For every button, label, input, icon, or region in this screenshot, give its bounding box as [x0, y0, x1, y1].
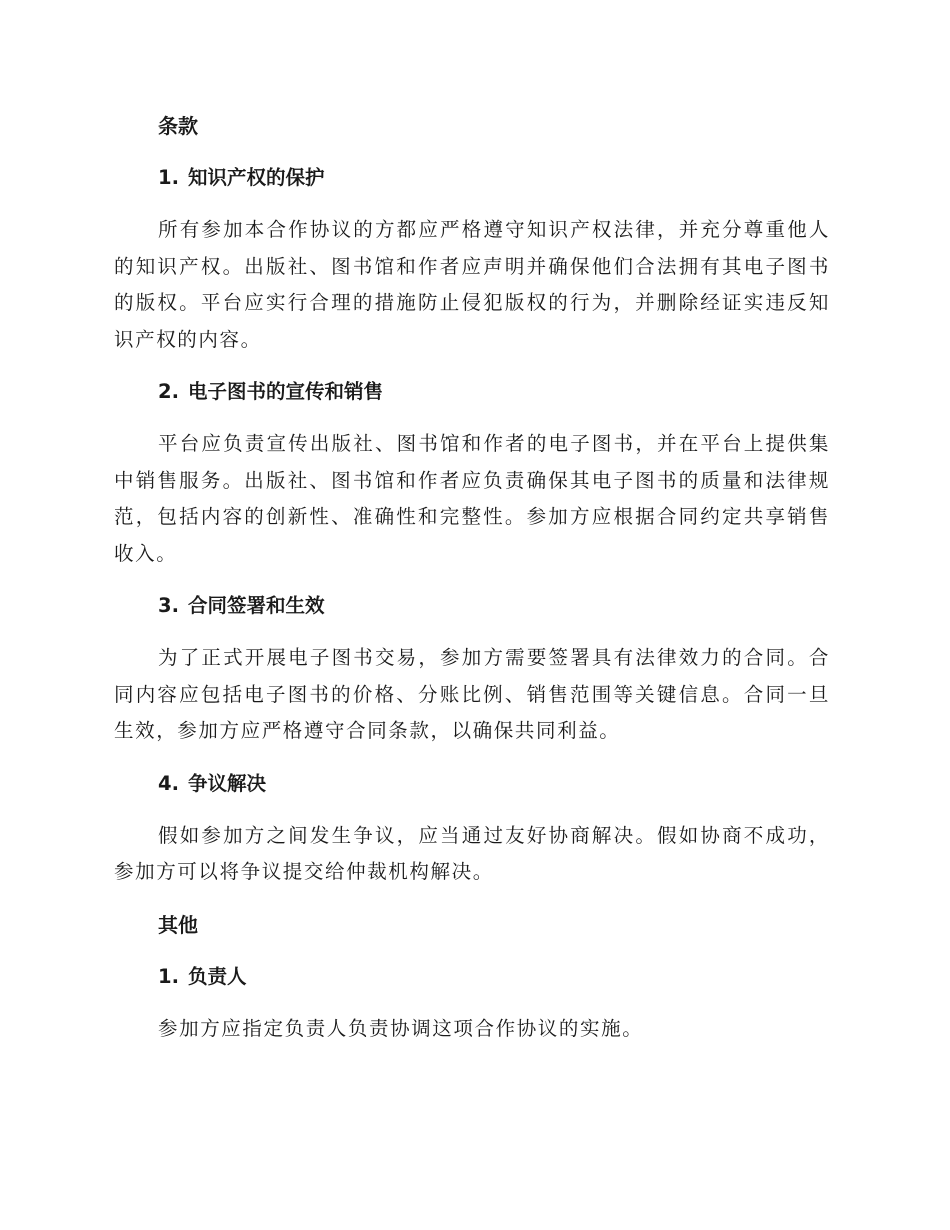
other-heading-1	[114, 959, 830, 995]
clause-title: 知识产权的保护	[188, 166, 325, 189]
clause-number: 1.	[158, 964, 179, 988]
clause-number: 1.	[158, 166, 179, 189]
section-title-other: 其他	[158, 912, 198, 937]
clause-heading-4	[114, 766, 830, 802]
clause-number: 4.	[158, 771, 179, 795]
clause-heading-1	[114, 160, 830, 196]
clause-heading-2	[114, 374, 830, 410]
clause-body-2: 平台应负责宣传出版社、图书馆和作者的电子图书，并在平台上提供集中销售服务。出版社、图书馆和作者应负责确保其电子图书的质量和法律规范，包括内容的创新性、准确性和完整性。参加方应根据合同约定共享销售收入。	[114, 432, 830, 565]
section-title-terms: 条款	[158, 114, 198, 138]
clause-title: 负责人	[188, 964, 247, 988]
clause-title: 电子图书的宣传和销售	[188, 380, 384, 403]
clause-body-3: 为了正式开展电子图书交易，参加方需要签署具有法律效力的合同。合同内容应包括电子图书的价格、分账比例、销售范围等关键信息。合同一旦生效，参加方应严格遵守合同条款，以确保共同利益。	[114, 646, 830, 742]
document-page	[114, 108, 830, 1047]
clause-body-1: 所有参加本合作协议的方都应严格遵守知识产权法律，并充分尊重他人的知识产权。出版社、图书馆和作者应声明并确保他们合法拥有其电子图书的版权。平台应实行合理的措施防止侵犯版权的行为，并删除经证实违反知识产权的内容。	[114, 218, 830, 351]
clause-heading-3	[114, 588, 830, 624]
other-body-1: 参加方应指定负责人负责协调这项合作协议的实施。	[158, 1016, 644, 1040]
clause-title: 合同签署和生效	[188, 594, 325, 617]
clause-body-4: 假如参加方之间发生争议，应当通过友好协商解决。假如协商不成功，参加方可以将争议提交给仲裁机构解决。	[114, 823, 830, 883]
clause-number: 3.	[158, 594, 179, 617]
clause-number: 2.	[158, 380, 179, 403]
clause-title: 争议解决	[188, 771, 267, 795]
